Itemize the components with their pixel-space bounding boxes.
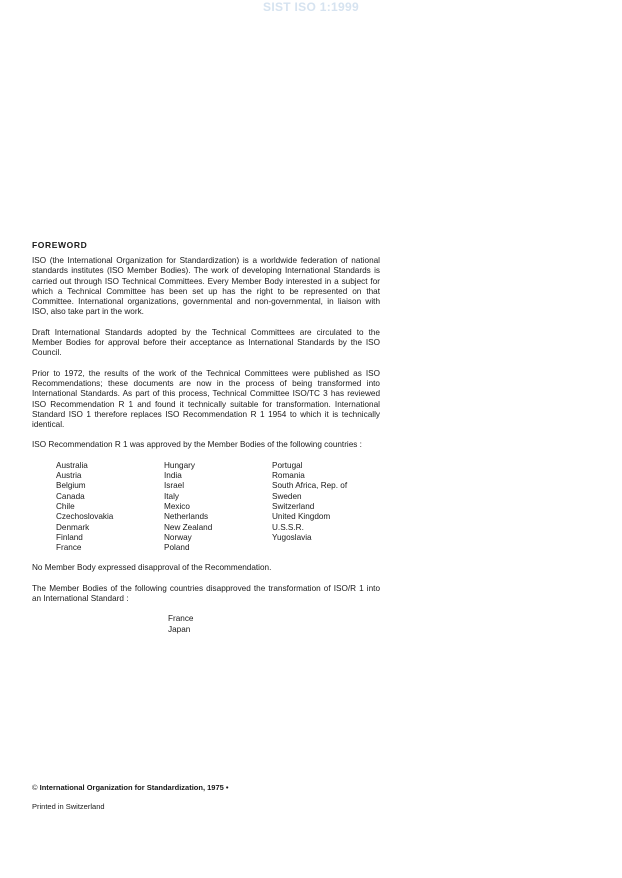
paragraph-3: Prior to 1972, the results of the work of the Technical Committees were published as ISO Recommendations; these documents are now in the process of being transformed into International Standards. As part of this process, Technical Committee ISO/TC 3 has reviewed ISO Recommendation R 1 and found it technically suitable for transformation. International Standard ISO 1 therefore replaces ISO Recommendation R 1 1954 to which it is technically identical.: [32, 368, 380, 430]
country-item: Belgium: [56, 481, 86, 491]
country-item: Australia: [56, 460, 88, 470]
watermark: SIST ISO 1:1999: [263, 0, 359, 14]
paragraph-6: The Member Bodies of the following countries disapproved the transformation of ISO/R 1 into an International Standard :: [32, 583, 380, 604]
country-item: Poland: [164, 543, 190, 553]
foreword-heading: FOREWORD: [32, 240, 88, 250]
country-item: Hungary: [164, 460, 195, 470]
country-item: Norway: [164, 532, 192, 542]
country-item: Czechoslovakia: [56, 512, 114, 522]
country-item: Yugoslavia: [272, 532, 312, 542]
country-item: New Zealand: [164, 522, 213, 532]
paragraph-1: ISO (the International Organization for Standardization) is a worldwide federation of national standards institutes (ISO Member Bodies). The work of developing International Standards is carried out through ISO Technical Committees. Every Member Body interested in a subject for which a Technical Committee has been set up has the right to be represented on that Committee. International organizations, governmental and non-governmental, in liaison with ISO, also take part in the work.: [32, 256, 380, 317]
copyright-text: International Organization for Standardization, 1975 •: [39, 783, 229, 792]
country-item: France: [56, 543, 82, 553]
country-item: Israel: [164, 481, 185, 491]
country-item: India: [164, 471, 182, 481]
paragraph-2: Draft International Standards adopted by the Technical Committees are circulated to the Member Bodies for approval before their acceptance as International Standards by the ISO Council.: [32, 327, 380, 358]
copyright-line: [32, 783, 229, 792]
country-item: Japan: [168, 624, 191, 634]
printed-in: Printed in Switzerland: [32, 802, 105, 811]
country-item: Chile: [56, 501, 75, 511]
country-item: U.S.S.R.: [272, 522, 304, 532]
country-item: Mexico: [164, 501, 190, 511]
foreword-section: [32, 240, 380, 635]
country-item: Denmark: [56, 522, 90, 532]
disapproving-countries-list: [168, 614, 380, 635]
country-item: Romania: [272, 471, 305, 481]
country-item: Switzerland: [272, 501, 315, 511]
country-item: United Kingdom: [272, 512, 331, 522]
country-item: South Africa, Rep. of: [272, 481, 348, 491]
country-item: Austria: [56, 471, 82, 481]
paragraph-5: No Member Body expressed disapproval of the Recommendation.: [32, 563, 272, 573]
copyright-icon: ©: [32, 783, 38, 792]
country-item: Italy: [164, 491, 180, 501]
paragraph-4: ISO Recommendation R 1 was approved by the Member Bodies of the following countries :: [32, 440, 362, 450]
country-item: Finland: [56, 532, 83, 542]
country-item: Portugal: [272, 460, 303, 470]
country-item: France: [168, 614, 194, 624]
country-item: Netherlands: [164, 512, 209, 522]
country-item: Sweden: [272, 491, 302, 501]
approving-countries-list: [56, 461, 380, 554]
country-item: Canada: [56, 491, 85, 501]
country-column-3: [272, 461, 380, 554]
country-column-1: [56, 461, 164, 554]
country-column-2: [164, 461, 272, 554]
